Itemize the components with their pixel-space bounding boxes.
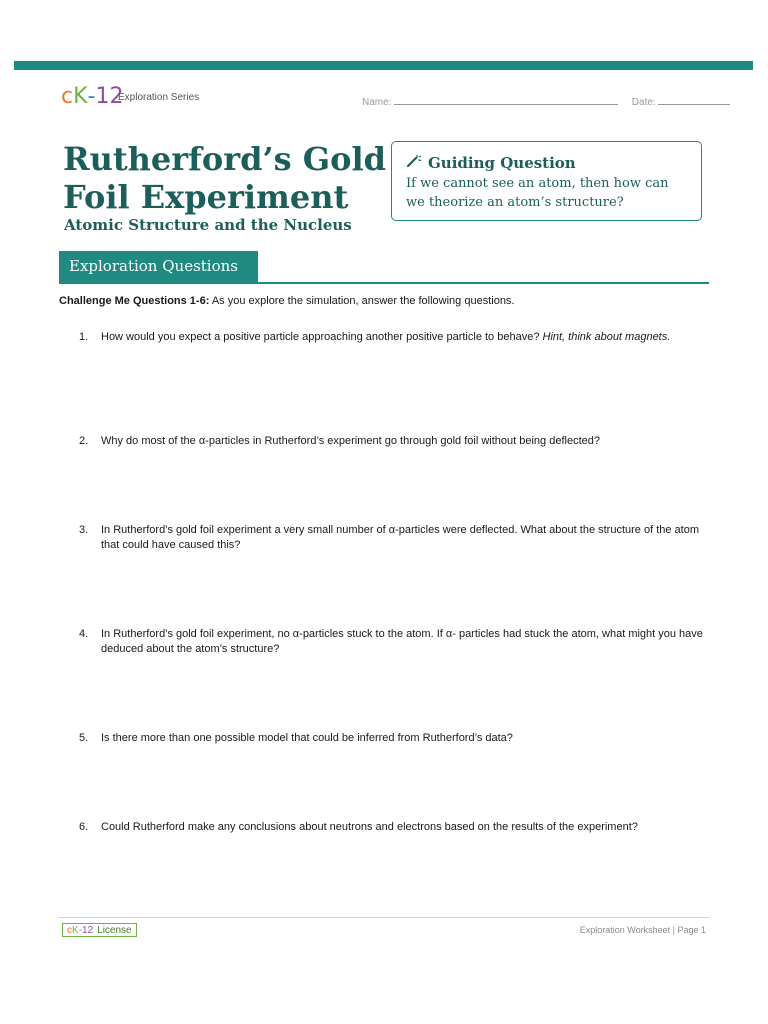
question-number: 3. <box>79 524 89 536</box>
license-link[interactable] <box>62 923 137 937</box>
logo-dash: - <box>87 84 96 109</box>
question-number: 5. <box>79 732 89 744</box>
guiding-question-title: Guiding Question <box>428 154 576 172</box>
question-text: In Rutherford’s gold foil experiment a very small number of α-particles were deflected. What about the structure of the atom that could have caused this? <box>101 524 699 551</box>
guiding-question-text: If we cannot see an atom, then how can we theorize an atom’s structure? <box>406 176 669 210</box>
guiding-question-heading <box>406 154 689 172</box>
guiding-question-box <box>391 141 702 221</box>
instructions-text: As you explore the simulation, answer the following questions. <box>209 295 515 307</box>
page-info: Exploration Worksheet | Page 1 <box>579 925 706 935</box>
question-number: 2. <box>79 435 89 447</box>
question-number: 6. <box>79 821 89 833</box>
instructions <box>59 295 515 307</box>
license-label: License <box>97 924 132 936</box>
question-2 <box>79 434 709 449</box>
top-accent-bar <box>14 61 753 70</box>
ck12-logo <box>61 84 124 109</box>
page-title <box>63 140 386 216</box>
logo-k: K <box>73 84 88 109</box>
question-text: Could Rutherford make any conclusions about neutrons and electrons based on the results of the experiment? <box>101 821 638 833</box>
question-1 <box>79 330 709 345</box>
series-label: Exploration Series <box>118 92 200 103</box>
question-3 <box>79 523 709 553</box>
question-hint: Hint, think about magnets. <box>542 331 671 343</box>
question-text: Why do most of the α-particles in Rutherford’s experiment go through gold foil without being deflected? <box>101 435 600 447</box>
date-field[interactable] <box>658 94 730 105</box>
date-label: Date: <box>631 97 656 108</box>
instructions-bold: Challenge Me Questions 1-6: <box>59 295 210 307</box>
license-logo-dash: - <box>78 924 83 936</box>
license-logo-num: 12 <box>82 924 94 936</box>
question-body: How would you expect a positive particle approaching another positive particle to behave? <box>101 331 543 343</box>
section-tab-exploration-questions: Exploration Questions <box>59 251 258 282</box>
title-line-2: Foil Experiment <box>63 178 349 216</box>
page-subtitle: Atomic Structure and the Nucleus <box>64 216 352 234</box>
footer-divider <box>59 917 709 918</box>
question-text: Is there more than one possible model that could be inferred from Rutherford’s data? <box>101 732 513 744</box>
logo-num: 12 <box>95 84 124 109</box>
name-date-fields <box>362 94 730 108</box>
question-text <box>101 330 709 345</box>
magic-wand-icon <box>406 154 422 172</box>
question-number: 1. <box>79 331 89 343</box>
license-logo-c: c <box>67 924 72 936</box>
question-5 <box>79 731 709 746</box>
question-6 <box>79 820 709 835</box>
question-text: In Rutherford’s gold foil experiment, no α-particles stuck to the atom. If α- particles had stuck the atom, what might you have deduced about the atom’s structure? <box>101 628 703 655</box>
question-number: 4. <box>79 628 89 640</box>
name-field[interactable] <box>394 94 618 105</box>
question-4 <box>79 627 709 657</box>
license-logo-k: K <box>72 924 79 936</box>
logo-c: c <box>61 84 74 109</box>
name-label: Name: <box>362 97 392 108</box>
title-line-1: Rutherford’s Gold <box>63 140 386 178</box>
section-divider <box>59 282 709 284</box>
